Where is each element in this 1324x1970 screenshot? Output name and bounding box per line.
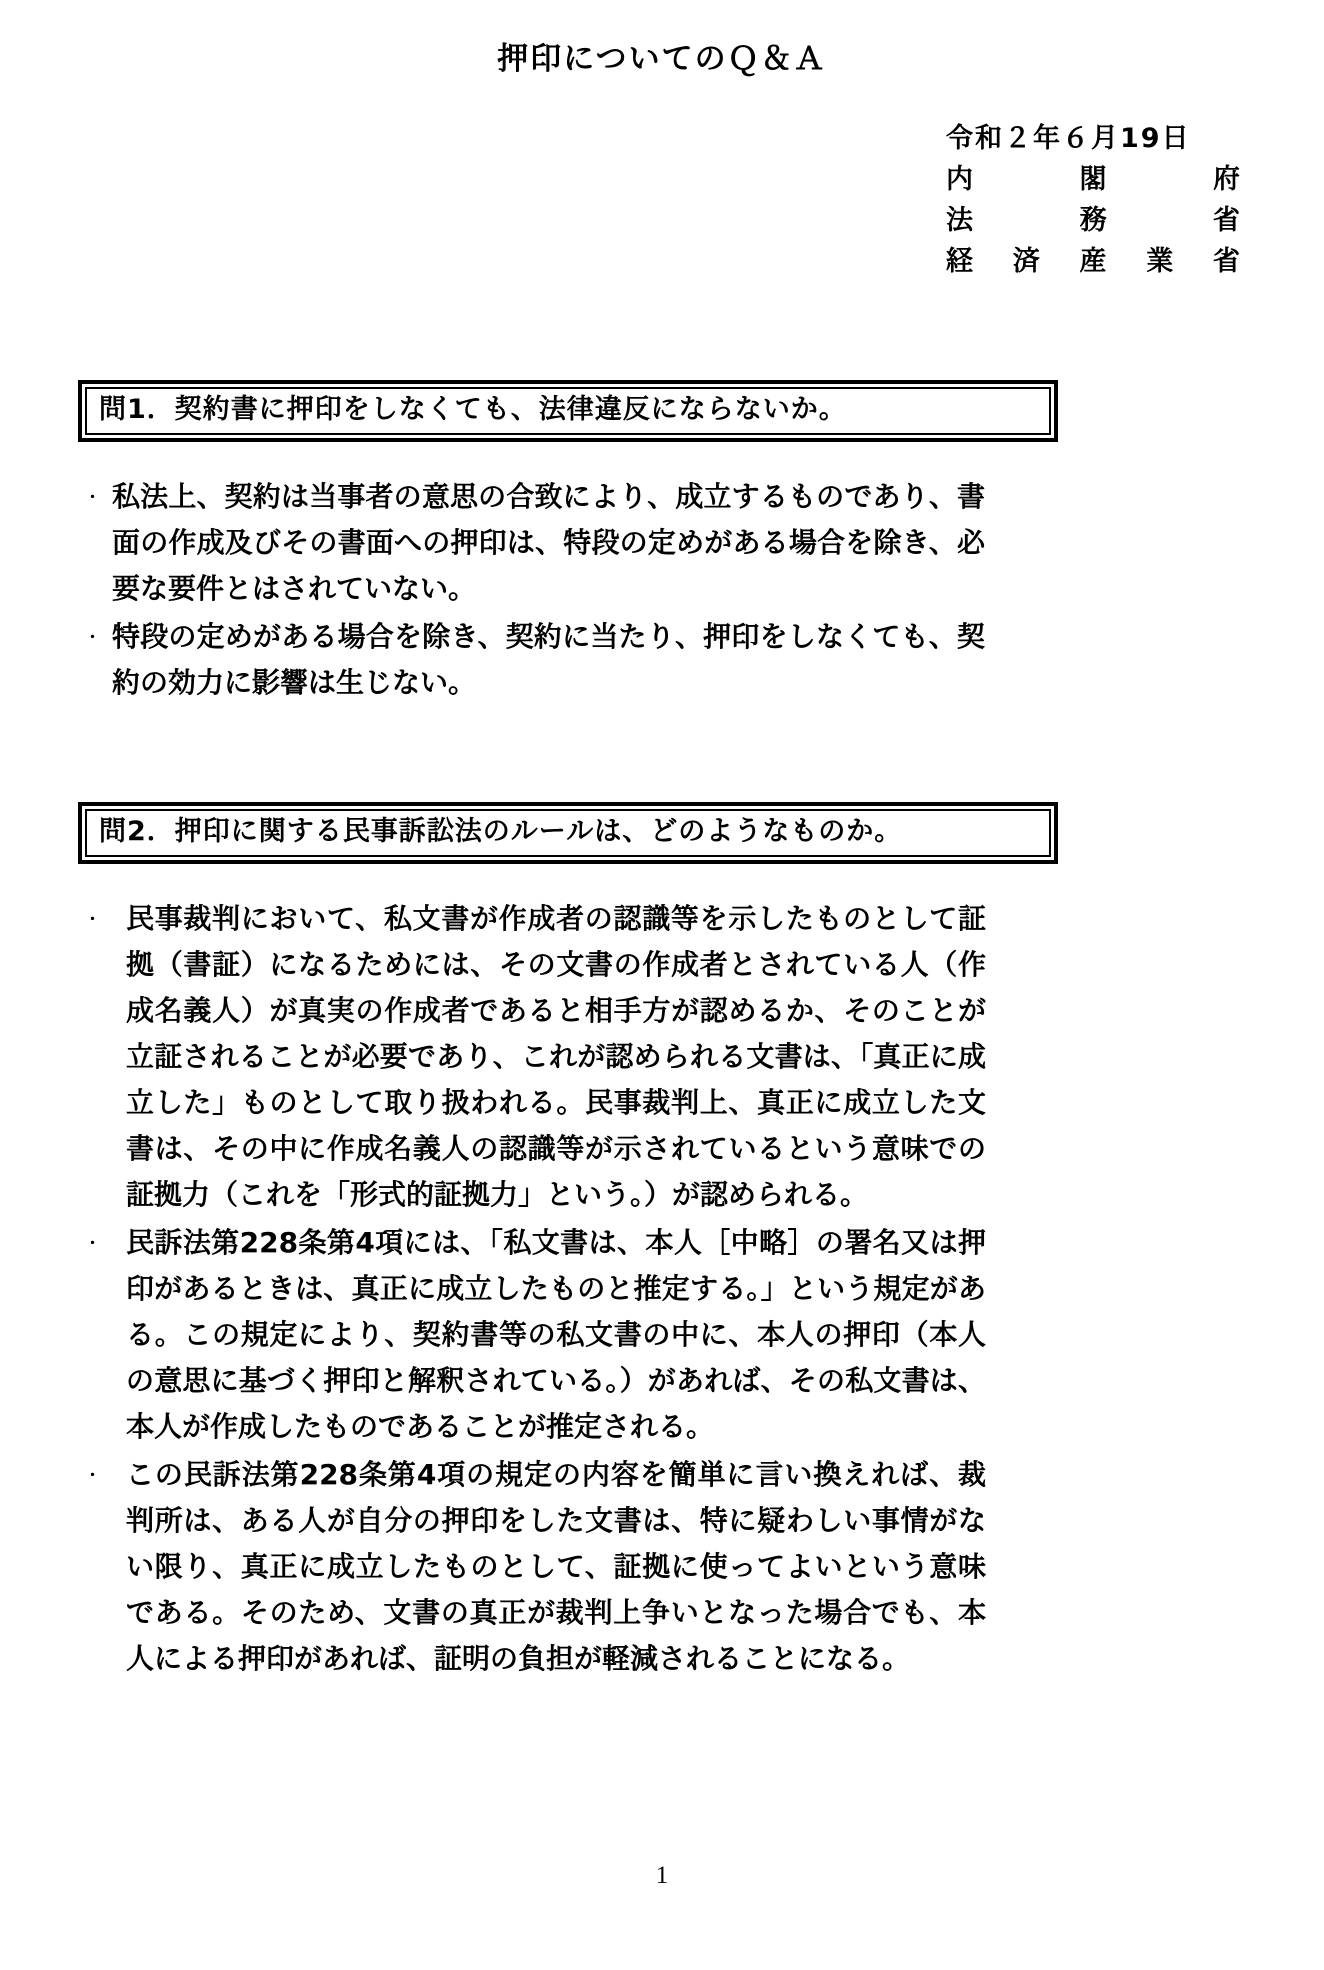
list-item (85, 1452, 1324, 1682)
list-item (85, 614, 1324, 706)
list-item (85, 474, 1324, 612)
bullet-icon: ・ (85, 1466, 101, 1484)
ministry-of-economy: 経 済 産 業 省 (946, 246, 1240, 277)
bullet-icon: ・ (85, 488, 101, 506)
issuer-block (946, 118, 1240, 282)
question-2-heading-box (78, 802, 1058, 864)
answer-text: 私法上、契約は当事者の意思の合致により、成立するものであり、書面の作成及びその書面への押印は、特段の定めがある場合を除き、必要な要件とはされていない。 (112, 480, 985, 605)
question-2-answer-list (85, 896, 1324, 1682)
answer-text: 民訴法第228条第4項には、「私文書は、本人［中略］の署名又は押印があるときは、真正に成立したものと推定する。」という規定がある。この規定により、契約書等の私文書の中に、本人の押印（本人の意思に基づく押印と解釈されている。）があれば、その私文書は、本人が作成したものであることが推定される。 (126, 1226, 986, 1443)
answer-text: 特段の定めがある場合を除き、契約に当たり、押印をしなくても、契約の効力に影響は生じない。 (112, 620, 985, 699)
question-1-heading-box (78, 380, 1058, 442)
answer-text: この民訴法第228条第4項の規定の内容を簡単に言い換えれば、裁判所は、ある人が自分の押印をした文書は、特に疑わしい事情がない限り、真正に成立したものとして、証拠に使ってよいという意味である。そのため、文書の真正が裁判上争いとなった場合でも、本人による押印があれば、証明の負担が軽減されることになる。 (126, 1458, 986, 1675)
list-item (85, 1220, 1324, 1450)
bullet-icon: ・ (85, 910, 101, 928)
page-number: 1 (655, 1862, 669, 1889)
question-1-answer-list (85, 474, 1324, 706)
list-item (85, 896, 1324, 1218)
document-title: 押印についてのＱ＆Ａ (497, 41, 827, 77)
ministry-of-justice: 法 務 省 (946, 205, 1240, 236)
issue-date: 令和２年６月19日 (946, 123, 1191, 154)
bullet-icon: ・ (85, 1234, 101, 1252)
answer-text: 民事裁判において、私文書が作成者の認識等を示したものとして証拠（書証）になるためには、その文書の作成者とされている人（作成名義人）が真実の作成者であると相手方が認めるか、そのことが立証されることが必要であり、これが認められる文書は、「真正に成立した」ものとして取り扱われる。民事裁判上、真正に成立した文書は、その中に作成名義人の認識等が示されているという意味での証拠力（これを「形式的証拠力」という。）が認められる。 (126, 902, 986, 1211)
bullet-icon: ・ (85, 628, 101, 646)
question-2-heading: 問2．押印に関する民事訴訟法のルールは、どのようなものか。 (85, 809, 1051, 857)
question-1-heading: 問1．契約書に押印をしなくても、法律違反にならないか。 (85, 387, 1051, 435)
ministry-cabinet-office: 内 閣 府 (946, 164, 1240, 195)
